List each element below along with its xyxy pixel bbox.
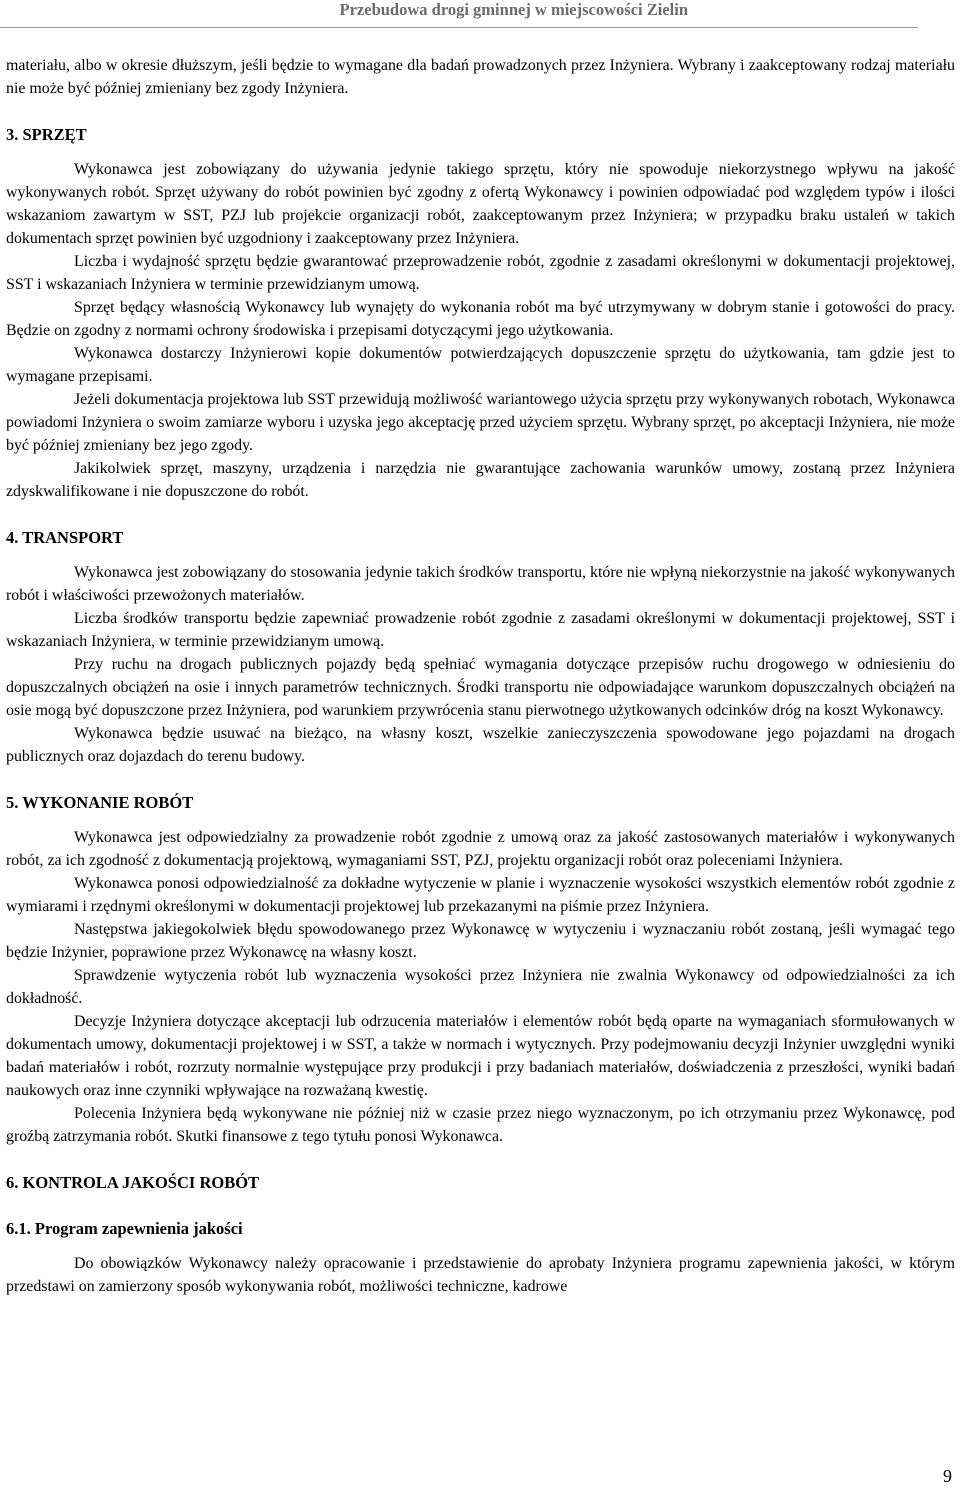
header-title: Przebudowa drogi gminnej w miejscowości Zielin — [339, 0, 688, 19]
header-rule — [0, 27, 918, 28]
paragraph: Do obowiązków Wykonawcy należy opracowanie i przedstawienie do aprobaty Inżyniera programu zapewnienia jakości, w którym przedstawi on zamierzony sposób wykonywania robót, możliwości techniczne, kadrowe — [6, 1255, 955, 1295]
page-header — [0, 0, 960, 28]
document-body — [6, 54, 955, 1298]
paragraph: Jakikolwiek sprzęt, maszyny, urządzenia i narzędzia nie gwarantujące zachowania warunków umowy, zostaną przez Inżyniera zdyskwalifikowane i nie dopuszczone do robót. — [6, 460, 955, 500]
section-heading-kontrola-jakosci: 6. KONTROLA JAKOŚCI ROBÓT — [6, 1173, 260, 1192]
section-heading-sprzet: 3. SPRZĘT — [6, 125, 87, 144]
paragraph: Wykonawca ponosi odpowiedzialność za dokładne wytyczenie w planie i wyznaczenie wysokości wszystkich elementów robót zgodnie z wymiarami i rzędnymi określonymi w dokumentacji projektowej lub przekazanymi na piśmie przez Inżyniera. — [6, 875, 955, 915]
paragraph: Następstwa jakiegokolwiek błędu spowodowanego przez Wykonawcę w wytyczeniu i wyznaczaniu robót zostaną, jeśli wymagać tego będzie Inżynier, poprawione przez Wykonawcę na własny koszt. — [6, 921, 955, 961]
intro-paragraph: materiału, albo w okresie dłuższym, jeśli będzie to wymagane dla badań prowadzonych przez Inżyniera. Wybrany i zaakceptowany rodzaj materiału nie może być później zmieniany bez zgody Inżyniera. — [6, 57, 955, 97]
page-number: 9 — [943, 1466, 952, 1486]
paragraph: Wykonawca będzie usuwać na bieżąco, na własny koszt, wszelkie zanieczyszczenia spowodowane jego pojazdami na drogach publicznych oraz dojazdach do terenu budowy. — [6, 725, 955, 765]
paragraph: Decyzje Inżyniera dotyczące akceptacji lub odrzucenia materiałów i elementów robót będą oparte na wymaganiach sformułowanych w dokumentach umowy, dokumentacji projektowej i w SST, a także w normach i wytycznych. Przy podejmowaniu decyzji Inżynier uwzględni wyniki badań materiałów i robót, rozrzuty normalnie występujące przy produkcji i przy badaniach materiałów, doświadczenia z przeszłości, wyniki badań naukowych oraz inne czynniki wpływające na rozważaną kwestię. — [6, 1013, 955, 1099]
paragraph: Jeżeli dokumentacja projektowa lub SST przewidują możliwość wariantowego użycia sprzętu przy wykonywanych robotach, Wykonawca powiadomi Inżyniera o swoim zamiarze wyboru i uzyska jego akceptację przed użyciem sprzętu. Wybrany sprzęt, po akceptacji Inżyniera, nie może być później zmieniany bez jego zgody. — [6, 391, 955, 454]
paragraph: Wykonawca jest odpowiedzialny za prowadzenie robót zgodnie z umową oraz za jakość zastosowanych materiałów i wykonywanych robót, za ich zgodność z dokumentacją projektową, wymaganiami SST, PZJ, projektu organizacji robót oraz poleceniami Inżyniera. — [6, 829, 955, 869]
paragraph: Liczba środków transportu będzie zapewniać prowadzenie robót zgodnie z zasadami określonymi w dokumentacji projektowej, SST i wskazaniach Inżyniera, w terminie przewidzianym umową. — [6, 610, 955, 650]
paragraph: Wykonawca dostarczy Inżynierowi kopie dokumentów potwierdzających dopuszczenie sprzętu do użytkowania, tam gdzie jest to wymagane przepisami. — [6, 345, 955, 385]
paragraph: Przy ruchu na drogach publicznych pojazdy będą spełniać wymagania dotyczące przepisów ruchu drogowego w odniesieniu do dopuszczalnych obciążeń na osie i innych parametrów technicznych. Środki transportu nie odpowiadające warunkom dopuszczalnych obciążeń na osie mogą być dopuszczone przez Inżyniera, pod warunkiem przywrócenia stanu pierwotnego użytkowanych odcinków dróg na koszt Wykonawcy. — [6, 656, 955, 719]
paragraph: Sprzęt będący własnością Wykonawcy lub wynajęty do wykonania robót ma być utrzymywany w dobrym stanie i gotowości do pracy. Będzie on zgodny z normami ochrony środowiska i przepisami dotyczącymi jego użytkowania. — [6, 299, 955, 339]
paragraph: Wykonawca jest zobowiązany do używania jedynie takiego sprzętu, który nie spowoduje niekorzystnego wpływu na jakość wykonywanych robót. Sprzęt używany do robót powinien być zgodny z ofertą Wykonawcy i powinien odpowiadać pod względem typów i ilości wskazaniom zawartym w SST, PZJ lub projekcie organizacji robót, zaakceptowanym przez Inżyniera; w przypadku braku ustaleń w takich dokumentach sprzęt powinien być uzgodniony i zaakceptowany przez Inżyniera. — [6, 161, 955, 247]
paragraph: Wykonawca jest zobowiązany do stosowania jedynie takich środków transportu, które nie wpłyną niekorzystnie na jakość wykonywanych robót i właściwości przewożonych materiałów. — [6, 564, 955, 604]
section-heading-wykonanie-robot: 5. WYKONANIE ROBÓT — [6, 793, 194, 812]
subsection-heading-program-jakosci: 6.1. Program zapewnienia jakości — [6, 1219, 243, 1238]
section-heading-transport: 4. TRANSPORT — [6, 528, 124, 547]
paragraph: Liczba i wydajność sprzętu będzie gwarantować przeprowadzenie robót, zgodnie z zasadami określonymi w dokumentacji projektowej, SST i wskazaniach Inżyniera w terminie przewidzianym umową. — [6, 253, 955, 293]
paragraph: Polecenia Inżyniera będą wykonywane nie później niż w czasie przez niego wyznaczonym, po ich otrzymaniu przez Wykonawcę, pod groźbą zatrzymania robót. Skutki finansowe z tego tytułu ponosi Wykonawca. — [6, 1105, 955, 1145]
paragraph: Sprawdzenie wytyczenia robót lub wyznaczenia wysokości przez Inżyniera nie zwalnia Wykonawcy od odpowiedzialności za ich dokładność. — [6, 967, 955, 1007]
